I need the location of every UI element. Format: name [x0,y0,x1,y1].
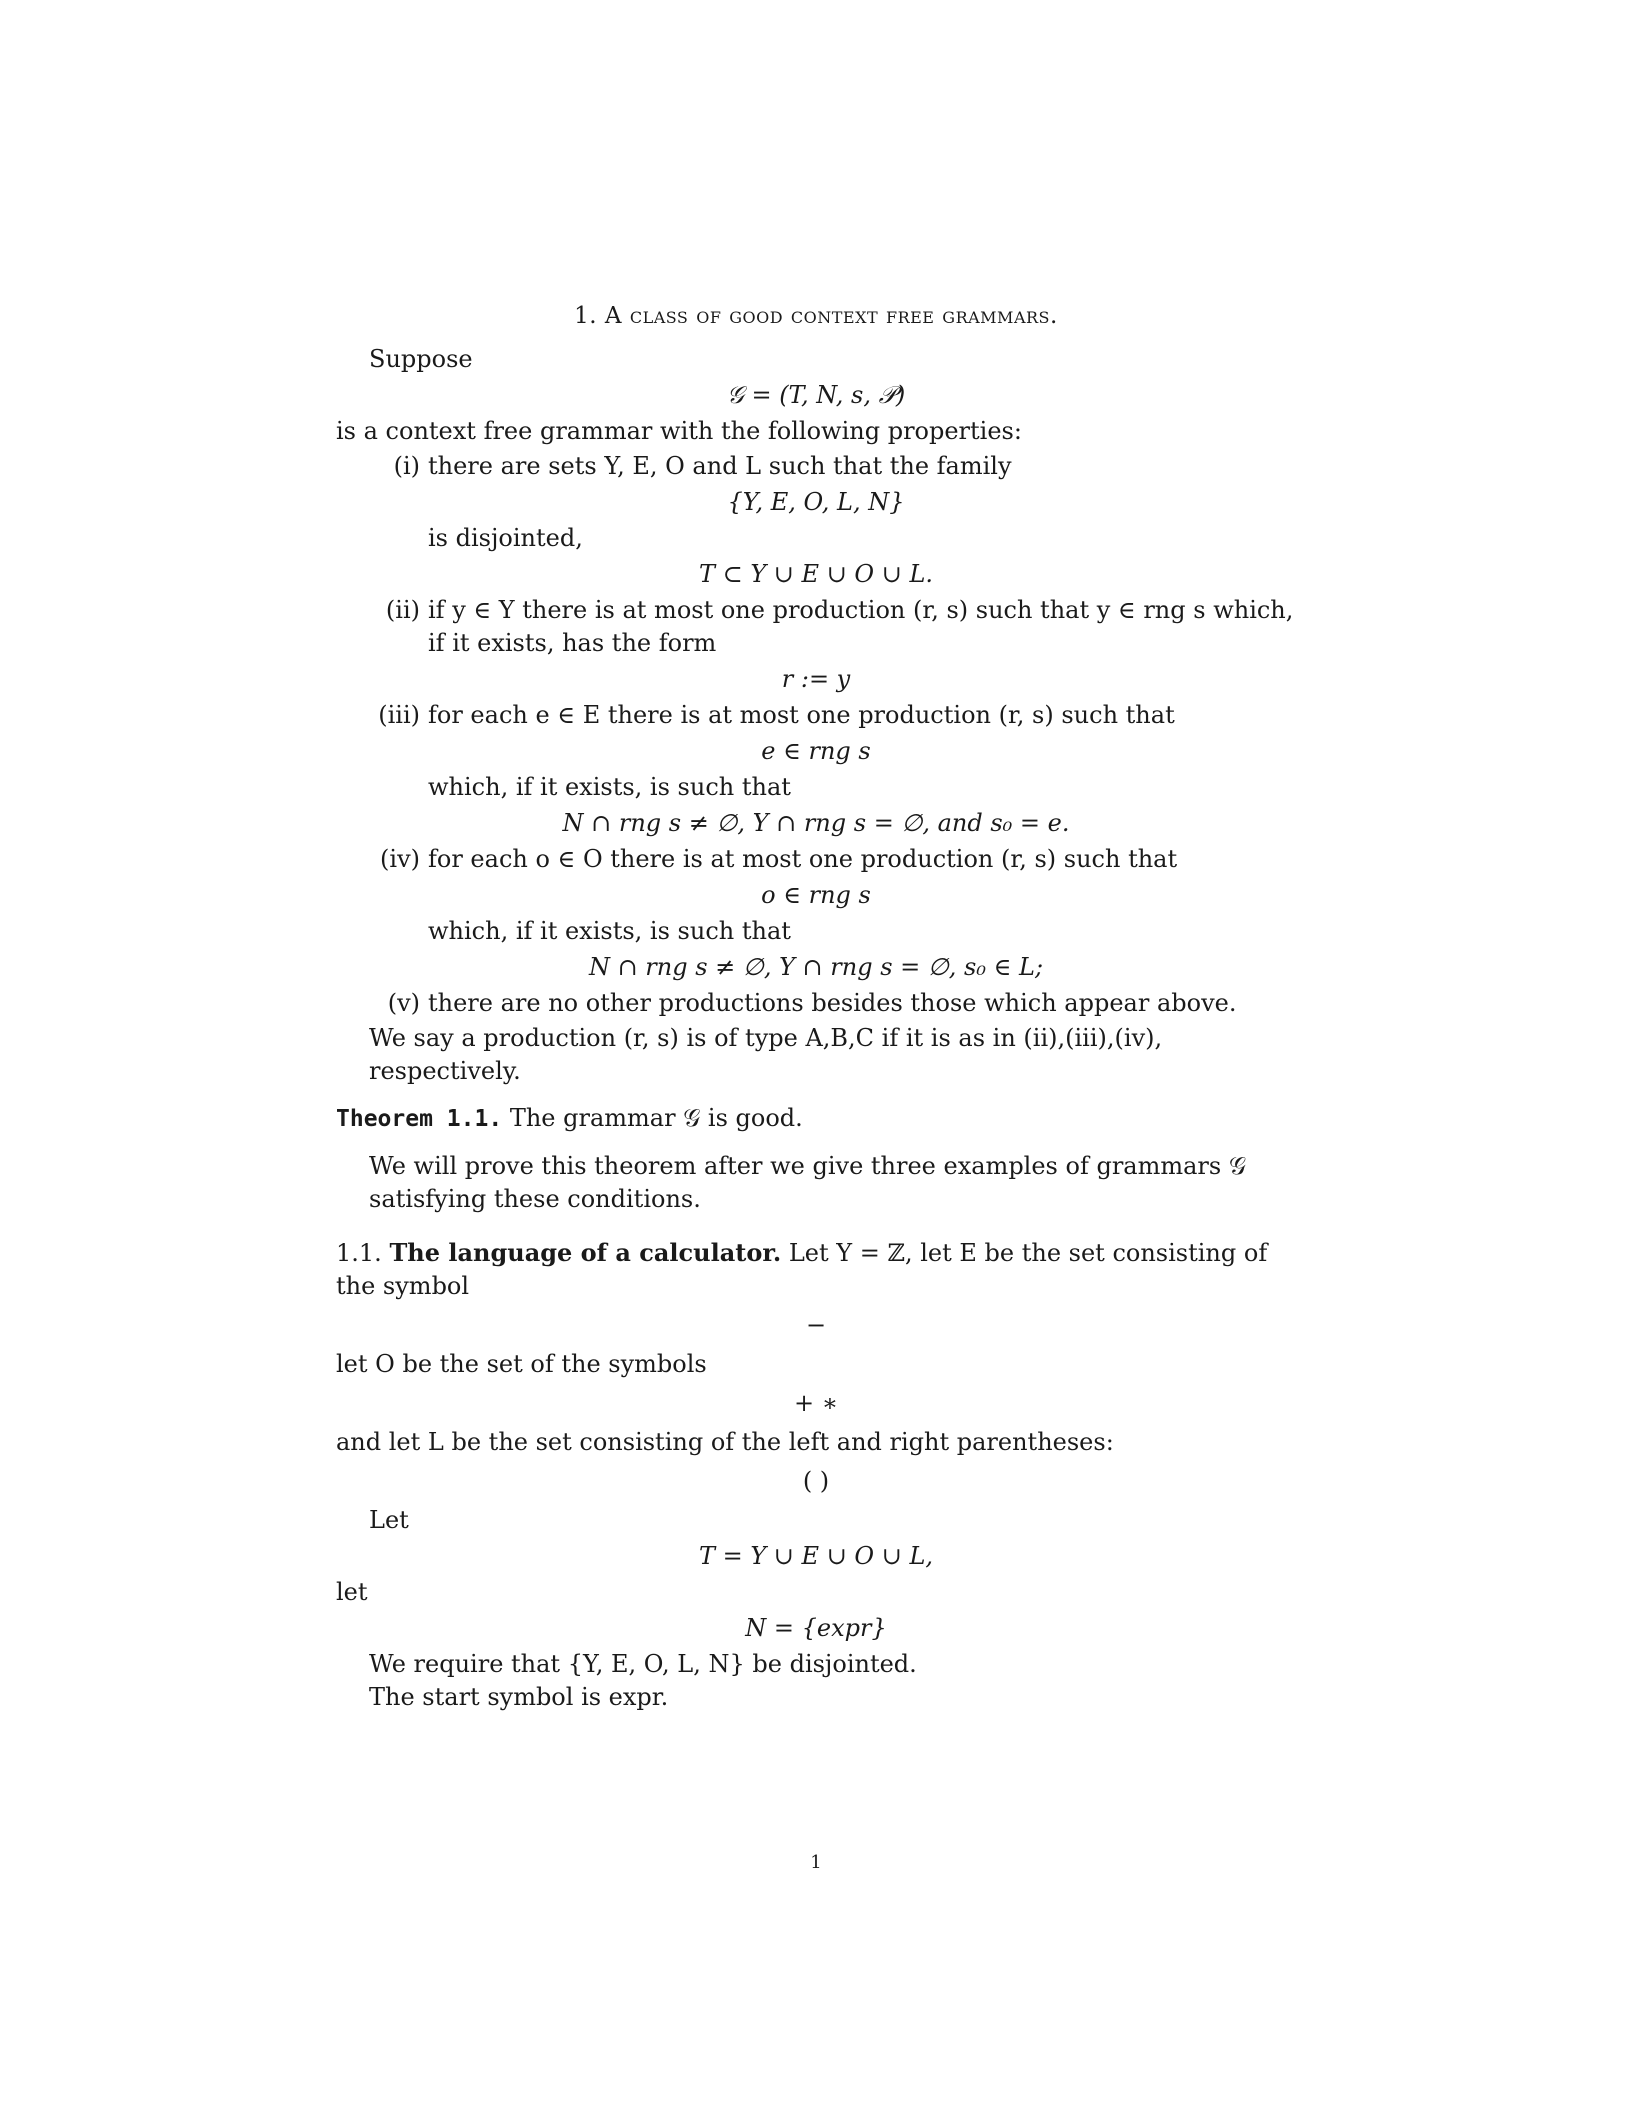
production-types-sentence: We say a production (r, s) is of type A,B,C if it is as in (ii),(iii),(iv), respectively. [369,1024,1163,1085]
let-text: let [336,1578,368,1606]
o-symbols-display: + ∗ [793,1389,839,1417]
item-text: for each o ∈ O there is at most one production (r, s) such that [428,845,1178,873]
l-symbols-display: ( ) [802,1467,830,1495]
e-symbol-display: − [805,1311,827,1339]
property-item-iv [336,843,1296,876]
condition-display: N ∩ rng s ≠ ∅, Y ∩ rng s = ∅, and s₀ = e. [562,809,1070,837]
terminal-subset-display: T ⊂ Y ∪ E ∪ O ∪ L. [698,560,934,588]
item-text-continued: which, if it exists, is such that [428,773,791,801]
o-set-text: let O be the set of the symbols [336,1350,707,1378]
l-set-text: and let L be the set consisting of the left and right parentheses: [336,1428,1114,1456]
start-symbol-text: The start symbol is expr. [369,1683,669,1711]
item-label: (iii) [378,701,420,729]
paper-page [336,300,1296,1873]
range-display: e ∈ rng s [761,737,871,765]
item-text-continued: is disjointed, [428,524,583,552]
item-text: for each e ∈ E there is at most one production (r, s) such that [428,701,1175,729]
condition-display: N ∩ rng s ≠ ∅, Y ∩ rng s = ∅, s₀ ∈ L; [588,953,1044,981]
subsection-title: The language of a calculator. [389,1238,782,1267]
property-item-i [336,450,1296,483]
theorem-heading: Theorem 1.1. [336,1106,503,1132]
item-text-continued: which, if it exists, is such that [428,917,791,945]
theorem-body: The grammar 𝒢 is good. [509,1104,803,1132]
properties-intro: is a context free grammar with the following properties: [336,417,1022,445]
let-text: Let [369,1506,409,1534]
property-item-v [336,987,1296,1020]
item-text: there are sets Y, E, O and L such that the family [428,452,1012,480]
item-label: (iv) [380,845,420,873]
page-number: 1 [810,1852,822,1873]
proof-note: We will prove this theorem after we give three examples of grammars 𝒢 satisfying these conditions. [369,1152,1246,1213]
subsection-number: 1.1. [336,1239,382,1267]
item-text: there are no other productions besides those which appear above. [428,989,1237,1017]
section-title: 1. A class of good context free grammars. [574,303,1058,329]
production-form-display: r := y [781,665,851,693]
subsection-text: Let Y = ℤ, let E be the set consisting of the symbol [336,1239,1268,1300]
item-label: (ii) [385,596,420,624]
item-label: (v) [387,989,420,1017]
item-text: if y ∈ Y there is at most one production (r, s) such that y ∈ rng s which, if it exists, has the form [428,596,1294,657]
range-display: o ∈ rng s [761,881,871,909]
property-item-ii [336,594,1296,660]
n-definition-display: N = {expr} [745,1614,887,1642]
t-definition-display: T = Y ∪ E ∪ O ∪ L, [698,1542,934,1570]
disjoint-requirement: We require that {Y, E, O, L, N} be disjointed. [369,1650,917,1678]
suppose-text: Suppose [369,345,473,373]
family-display: {Y, E, O, L, N} [727,488,905,516]
subsection-intro [336,1236,1296,1303]
item-label: (i) [393,452,420,480]
grammar-definition: 𝒢 = (T, N, s, 𝒫) [726,381,906,409]
theorem [336,1102,1296,1136]
property-item-iii [336,699,1296,732]
